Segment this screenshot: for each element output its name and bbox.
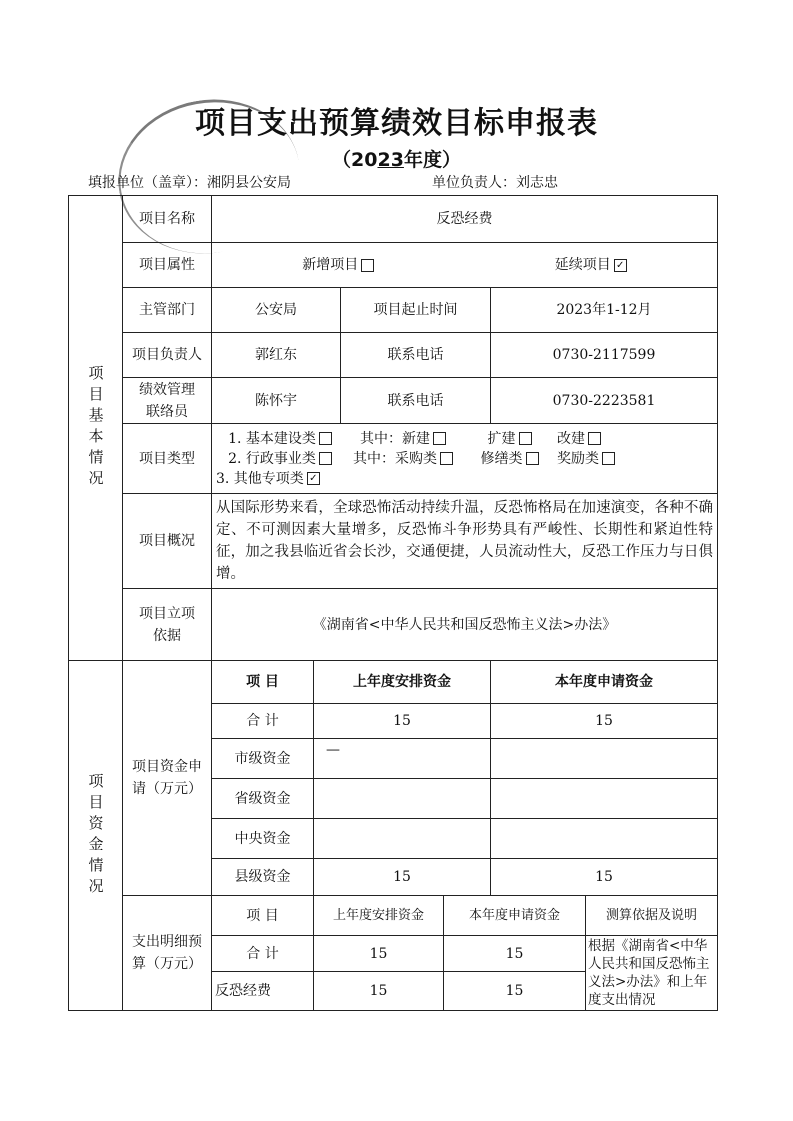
type-option-label: 改建 (557, 430, 585, 447)
checkbox-empty-icon[interactable] (440, 452, 453, 465)
type-row-2 (216, 449, 615, 469)
type-option-label: 奖励类 (557, 450, 599, 467)
filing-unit-label: 填报单位（盖章）： (88, 175, 207, 191)
attr-continue-option[interactable] (555, 254, 627, 276)
name-label: 项目名称 (122, 195, 212, 243)
type-option-label: 修缮类 (480, 450, 523, 467)
perf-label: 绩效管理联络员 (122, 377, 212, 424)
funds-row-curr: 15 (490, 703, 718, 739)
funds-row-prev: 15 (313, 858, 491, 896)
attr-new-option[interactable] (302, 254, 374, 276)
document-title: 项目支出预算绩效目标申报表 (195, 106, 598, 141)
type-option[interactable] (557, 429, 601, 449)
funds-row-name: 县级资金 (211, 858, 314, 896)
apply-label: 项目资金申请（万元） (122, 660, 212, 896)
name-value: 反恐经费 (211, 195, 718, 243)
funds-row-name: 合 计 (211, 703, 314, 739)
type-option-label: 其中：新建 (360, 430, 430, 447)
funds-row-name: 中央资金 (211, 818, 314, 859)
funds-header-curr: 本年度申请资金 (490, 660, 718, 704)
unit-leader (432, 172, 558, 192)
funds-header-prev: 上年度安排资金 (313, 660, 491, 704)
detail-header-note: 测算依据及说明 (585, 895, 718, 936)
funds-row-prev (313, 818, 491, 859)
type-option[interactable] (462, 449, 557, 469)
detail-header-item: 项 目 (211, 895, 314, 936)
type-options (211, 423, 718, 494)
type-option-label: 1. 基本建设类 (228, 430, 316, 447)
type-row-3 (216, 469, 320, 489)
section-funds-text: 项目资金情况 (86, 772, 105, 899)
detail-row-curr: 15 (443, 971, 586, 1011)
detail-row-prev: 15 (313, 971, 444, 1011)
dept-label: 主管部门 (122, 287, 212, 333)
detail-row-prev: 15 (313, 935, 444, 972)
detail-note: 根据《湖南省<中华人民共和国反恐怖主义法>办法》和上年度支出情况 (585, 935, 718, 1011)
perf-phone: 0730-2223581 (490, 377, 718, 424)
funds-row-prev (313, 778, 491, 819)
detail-label: 支出明细预算（万元） (122, 895, 212, 1011)
checkbox-checked-icon[interactable]: ✓ (307, 472, 320, 485)
funds-row-name: 省级资金 (211, 778, 314, 819)
dept-value: 公安局 (211, 287, 341, 333)
checkbox-empty-icon[interactable] (319, 452, 332, 465)
attr-label: 项目属性 (122, 242, 212, 288)
type-option-label: 扩建 (487, 430, 516, 447)
type-row-1 (216, 429, 601, 449)
section-funds-label (68, 660, 123, 1011)
funds-row-curr: 15 (490, 858, 718, 896)
year-suffix: 年度） (403, 149, 461, 171)
type-label: 项目类型 (122, 423, 212, 494)
checkbox-checked-icon[interactable]: ✓ (614, 259, 627, 272)
funds-row-curr (490, 778, 718, 819)
funds-row-curr (490, 818, 718, 859)
basis-label: 项目立项依据 (122, 588, 212, 661)
section-basic-label (68, 195, 123, 661)
detail-row-curr: 15 (443, 935, 586, 972)
unit-leader-value: 刘志忠 (516, 175, 558, 191)
overview-text: 从国际形势来看，全球恐怖活动持续升温，反恐怖格局在加速演变，各种不确定、不可测因素大量增多，反恐怖斗争形势具有严峻性、长期性和紧迫性特征，加之我县临近省会长沙，交通便捷，人员流动性大，反恐工作压力与日俱增。 (211, 493, 718, 589)
type-option[interactable] (557, 449, 615, 469)
overview-label: 项目概况 (122, 493, 212, 589)
type-option[interactable] (216, 449, 344, 469)
attr-new-label: 新增项目 (302, 257, 359, 273)
owner-phone-label: 联系电话 (340, 332, 491, 378)
type-option-label: 其中：采购类 (353, 450, 437, 467)
funds-row-curr (490, 738, 718, 779)
period-value: 2023年1-12月 (490, 287, 718, 333)
checkbox-empty-icon[interactable] (361, 259, 374, 272)
type-option[interactable] (216, 469, 320, 489)
checkbox-empty-icon[interactable] (526, 452, 539, 465)
type-option-label: 2. 行政事业类 (228, 450, 316, 467)
filing-unit-value: 湘阴县公安局 (207, 175, 291, 191)
type-option[interactable] (216, 429, 344, 449)
owner-label: 项目负责人 (122, 332, 212, 378)
funds-row-prev: 15 (313, 703, 491, 739)
perf-phone-label: 联系电话 (340, 377, 491, 424)
owner-value: 郭红东 (211, 332, 341, 378)
detail-header-curr: 本年度申请资金 (443, 895, 586, 936)
year-value: 23 (377, 149, 404, 171)
filing-unit (88, 172, 291, 192)
detail-row-name: 反恐经费 (211, 971, 314, 1011)
funds-row-name: 市级资金 (211, 738, 314, 779)
funds-header-item: 项 目 (211, 660, 314, 704)
unit-leader-label: 单位负责人： (432, 175, 516, 191)
detail-header-prev: 上年度安排资金 (313, 895, 444, 936)
type-option[interactable] (344, 429, 462, 449)
period-label: 项目起止时间 (340, 287, 491, 333)
attr-continue-label: 延续项目 (554, 257, 611, 273)
type-option-label: 3. 其他专项类 (216, 470, 304, 487)
section-basic-text: 项目基本情况 (86, 365, 105, 491)
checkbox-empty-icon[interactable] (433, 432, 446, 445)
document-year (0, 145, 793, 172)
year-prefix: （20 (332, 149, 378, 171)
detail-row-name: 合 计 (211, 935, 314, 972)
checkbox-empty-icon[interactable] (319, 432, 332, 445)
basis-text: 《湖南省<中华人民共和国反恐怖主义法>办法》 (211, 588, 718, 661)
checkbox-empty-icon[interactable] (588, 432, 601, 445)
perf-value: 陈怀宇 (211, 377, 341, 424)
checkbox-empty-icon[interactable] (519, 432, 532, 445)
type-option[interactable] (344, 449, 462, 469)
type-option[interactable] (462, 429, 557, 449)
owner-phone: 0730-2117599 (490, 332, 718, 378)
checkbox-empty-icon[interactable] (602, 452, 615, 465)
funds-row-prev: — (313, 738, 491, 779)
attr-value (211, 242, 718, 288)
